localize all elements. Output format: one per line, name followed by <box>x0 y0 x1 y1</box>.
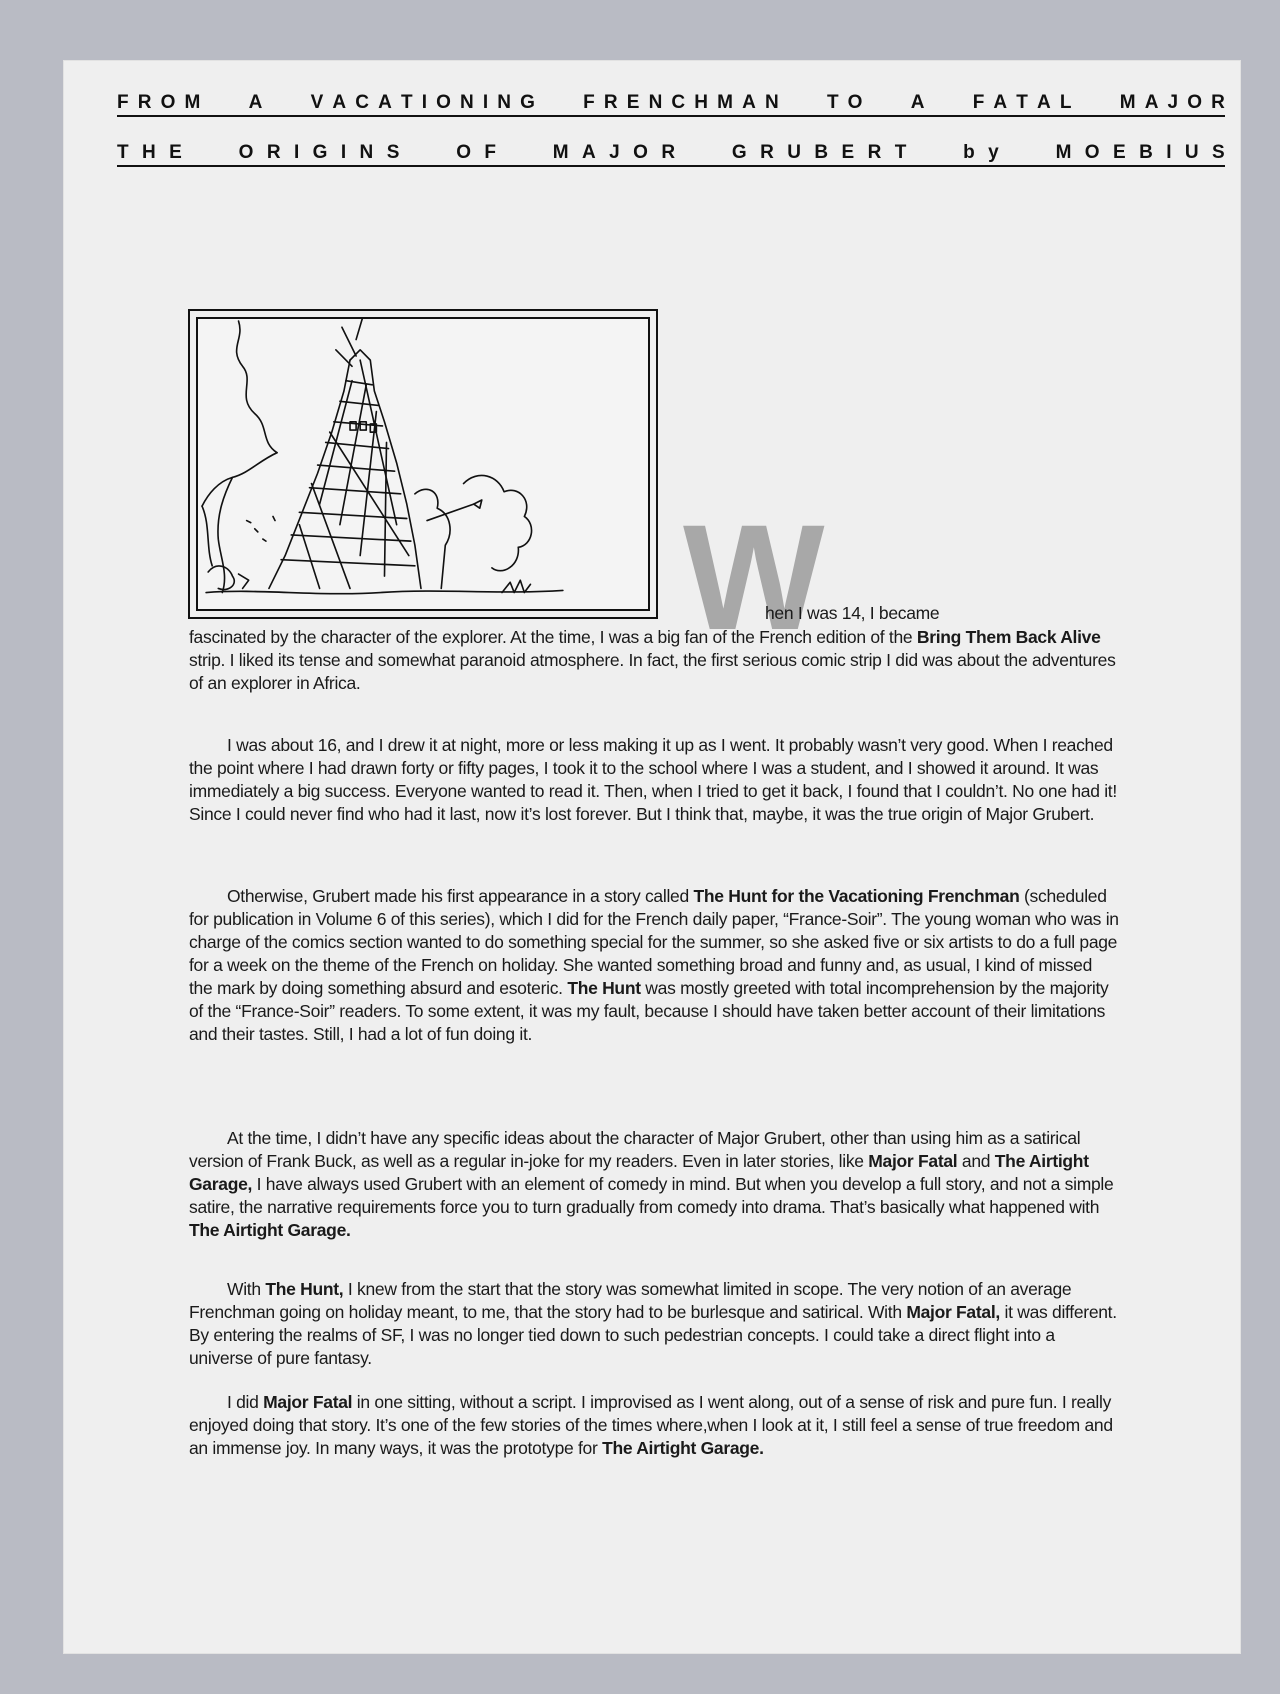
paragraph-4-bold-b: The Airtight Garage, <box>189 1151 1089 1194</box>
illustration-frame <box>188 309 658 619</box>
paragraph-6-text-b: in one sitting, without a script. I improvised as I went along, out of a sense of risk and pure fun. I really enjoyed doing that story. It’s one of the few stories of the times where,when I look at it, I still feel a sense of true freedom and an immense joy. In many ways, it was the prototype for <box>189 1392 1113 1458</box>
paragraph-4-bold-a: Major Fatal <box>868 1151 958 1171</box>
paragraph-4-bold-c: The Airtight Garage. <box>189 1220 351 1240</box>
paragraph-3-bold-a: The Hunt for the Vacationing Frenchman <box>693 886 1020 906</box>
paragraph-5-bold-b: Major Fatal, <box>906 1302 1000 1322</box>
paragraph-3-text-c: was mostly greeted with total incomprehension by the majority of the “France-Soir” readers. To some extent, it was my fault, because I should have taken better account of their limitations and their tastes. Still, I had a lot of fun doing it. <box>189 978 1109 1044</box>
paragraph-6-bold-b: The Airtight Garage. <box>602 1438 764 1458</box>
paragraph-1-first-line: hen I was 14, I became <box>765 603 940 623</box>
paragraph-2 <box>189 734 1119 826</box>
paragraph-1-bold-title: Bring Them Back Alive <box>916 627 1101 647</box>
explorer-drawing-svg <box>198 319 648 609</box>
paragraph-1-text-a: fascinated by the character of the explorer. At the time, I was a big fan of the French edition of the <box>189 627 917 647</box>
paragraph-3-text-b: (scheduled for publication in Volume 6 of this series), which I did for the French daily paper, “France-Soir”. The young woman who was in charge of the comics section wanted to do something special for the summer, so she asked five or six artists to do a full page for a week on the theme of the French on holiday. She wanted something broad and funny and, as usual, I kind of missed the mark by doing something absurd and esoteric. <box>189 886 1119 998</box>
paragraph-4-text-c: I have always used Grubert with an element of comedy in mind. But when you develop a full story, and not a simple satire, the narrative requirements force you to turn gradually from comedy into drama. That’s basically what happened with <box>189 1174 1114 1217</box>
drop-cap: W <box>683 493 817 661</box>
paragraph-5-bold-a: The Hunt, <box>265 1279 344 1299</box>
paragraph-3-bold-b: The Hunt <box>567 978 641 998</box>
paragraph-6-bold-a: Major Fatal <box>263 1392 353 1412</box>
header-title-line-1: F R O M A V A C A T I O N I N G F R E N C H M A N T O A F A T A L M A J O R <box>117 93 1225 117</box>
paragraph-1-text-b: strip. I liked its tense and somewhat paranoid atmosphere. In fact, the first serious comic strip I did was about the adventures of an explorer in Africa. <box>189 650 1116 693</box>
explorer-drawing-icon <box>196 317 650 611</box>
paragraph-5 <box>189 1278 1119 1370</box>
paragraph-5-text-a: With <box>227 1279 266 1299</box>
paragraph-6 <box>189 1391 1119 1460</box>
paragraph-5-text-c: it was different. By entering the realms of SF, I was no longer tied down to such pedestrian concepts. I could take a direct flight into a universe of pure fantasy. <box>189 1302 1117 1368</box>
paragraph-2-text: I was about 16, and I drew it at night, more or less making it up as I went. It probably wasn’t very good. When I reached the point where I had drawn forty or fifty pages, I took it to the school where I was a student, and I showed it around. It was immediately a big success. Everyone wanted to read it. Then, when I tried to get it back, I found that I couldn’t. No one had it! Since I could never find who had it last, now it’s lost forever. But I think that, maybe, it was the true origin of Major Grubert. <box>189 735 1117 824</box>
paragraph-4 <box>189 1127 1119 1242</box>
paragraph-5-text-b: I knew from the start that the story was somewhat limited in scope. The very notion of an average Frenchman going on holiday meant, to me, that the story had to be burlesque and satirical. With <box>189 1279 1072 1322</box>
paragraph-4-text-b: and <box>957 1151 995 1171</box>
header-title-line-2: T H E O R I G I N S O F M A J O R G R U B E R T b y M O E B I U S <box>117 143 1225 167</box>
paragraph-1 <box>189 626 1119 695</box>
page <box>63 60 1241 1654</box>
paragraph-4-text-a: At the time, I didn’t have any specific ideas about the character of Major Grubert, other than using him as a satirical version of Frank Buck, as well as a regular in-joke for my readers. Even in later stories, like <box>189 1128 1081 1171</box>
paragraph-3 <box>189 885 1119 1046</box>
paragraph-3-text-a: Otherwise, Grubert made his first appearance in a story called <box>227 886 694 906</box>
paragraph-6-text-a: I did <box>227 1392 264 1412</box>
